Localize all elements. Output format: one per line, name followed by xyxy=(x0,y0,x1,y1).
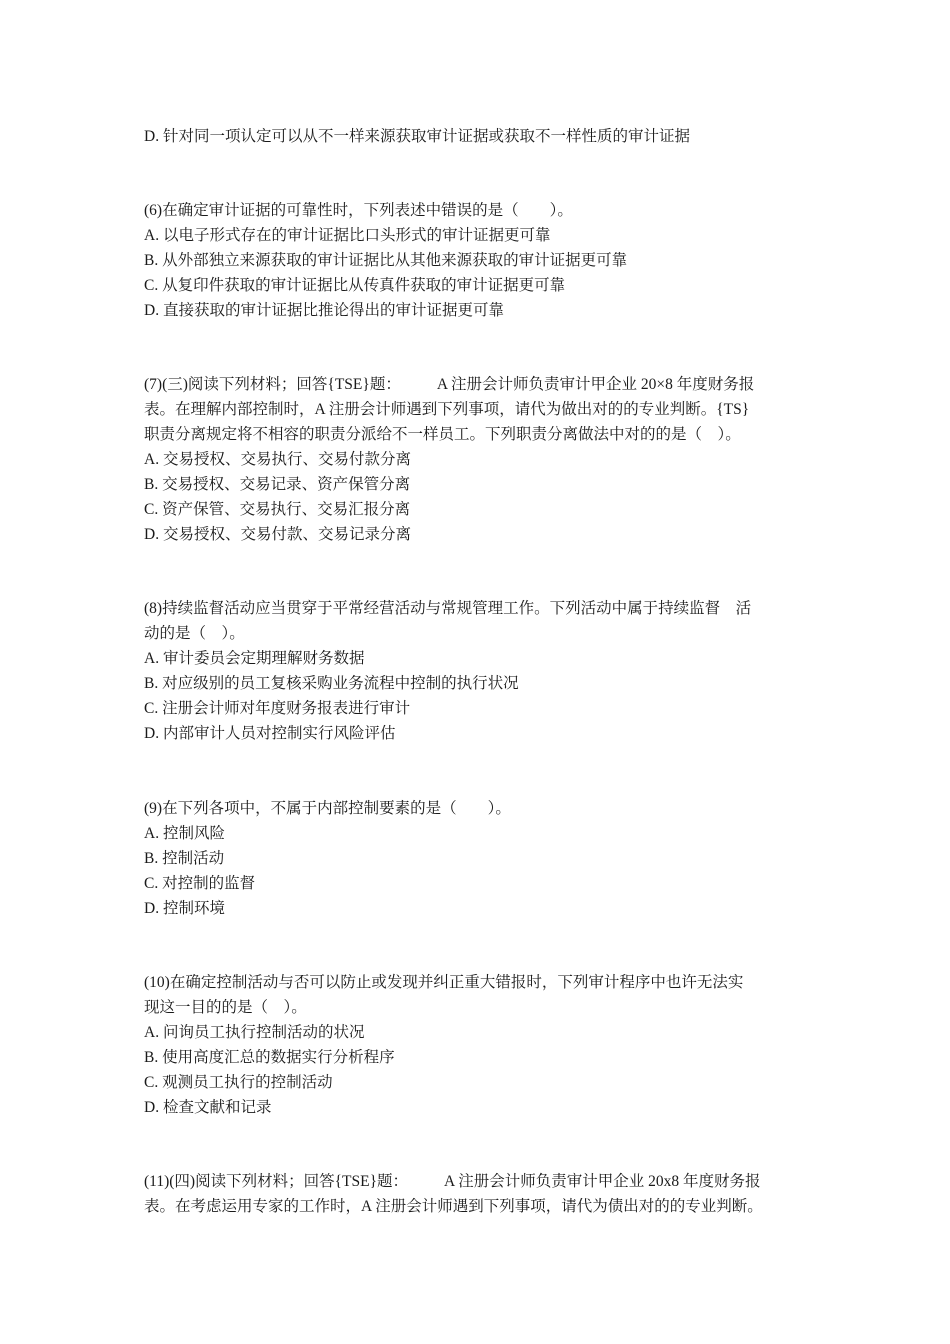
question-7 xyxy=(144,372,824,547)
option-a: A. 审计委员会定期理解财务数据 xyxy=(144,650,365,667)
question-stem: (6)在确定审计证据的可靠性时，下列表述中错误的是（ ）。 xyxy=(144,202,573,219)
question-stem: (9)在下列各项中，不属于内部控制要素的是（ ）。 xyxy=(144,800,511,817)
option-c: C. 对控制的监督 xyxy=(144,875,256,892)
option-a: A. 控制风险 xyxy=(144,825,225,842)
option-b: B. 控制活动 xyxy=(144,850,225,867)
option-c: C. 观测员工执行的控制活动 xyxy=(144,1074,333,1091)
option-a: A. 问询员工执行控制活动的状况 xyxy=(144,1024,365,1041)
option-c: C. 从复印件获取的审计证据比从传真件获取的审计证据更可靠 xyxy=(144,277,566,294)
question-stem-part-2: A 注册会计师负责审计甲企业 20×8 年度财务报 xyxy=(436,376,755,393)
question-stem-line-1: (8)持续监督活动应当贯穿于平常经营活动与常规管理工作。下列活动中属于持续监督 活 xyxy=(144,600,752,617)
question-stem-line-3: 职责分离规定将不相容的职责分派给不一样员工。下列职责分离做法中对的的是（ ）。 xyxy=(144,426,741,443)
option-d: D. 直接获取的审计证据比推论得出的审计证据更可靠 xyxy=(144,302,504,319)
option-d: D. 控制环境 xyxy=(144,900,225,917)
option-b: B. 从外部独立来源获取的审计证据比从其他来源获取的审计证据更可靠 xyxy=(144,252,628,269)
question-6 xyxy=(144,198,824,323)
question-stem-part-1: (11)(四)阅读下列材料；回答{TSE}题： xyxy=(144,1173,409,1190)
option-d: D. 内部审计人员对控制实行风险评估 xyxy=(144,725,396,742)
question-8 xyxy=(144,596,824,746)
option-d: D. 针对同一项认定可以从不一样来源获取审计证据或获取不一样性质的审计证据 xyxy=(144,128,690,145)
question-10 xyxy=(144,970,824,1120)
option-b: B. 交易授权、交易记录、资产保管分离 xyxy=(144,476,411,493)
option-c: C. 注册会计师对年度财务报表进行审计 xyxy=(144,700,411,717)
question-stem-line-2: 表。在考虑运用专家的工作时，A 注册会计师遇到下列事项，请代为债出对的的专业判断。 xyxy=(144,1198,763,1215)
option-a: A. 以电子形式存在的审计证据比口头形式的审计证据更可靠 xyxy=(144,227,551,244)
question-5-tail xyxy=(144,124,824,149)
option-d: D. 交易授权、交易付款、交易记录分离 xyxy=(144,526,411,543)
option-b: B. 对应级别的员工复核采购业务流程中控制的执行状况 xyxy=(144,675,519,692)
question-stem-line-2: 现这一目的的是（ ）。 xyxy=(144,999,307,1016)
question-stem-line-2: 表。在理解内部控制时，A 注册会计师遇到下列事项，请代为做出对的的专业判断。{TS} xyxy=(144,401,750,418)
question-stem-line-1: (10)在确定控制活动与否可以防止或发现并纠正重大错报时，下列审计程序中也许无法实 xyxy=(144,974,744,991)
option-b: B. 使用高度汇总的数据实行分析程序 xyxy=(144,1049,395,1066)
question-9 xyxy=(144,796,824,921)
question-11 xyxy=(144,1169,824,1219)
option-a: A. 交易授权、交易执行、交易付款分离 xyxy=(144,451,411,468)
question-stem-line-1 xyxy=(144,1169,824,1194)
question-stem-line-2: 动的是（ ）。 xyxy=(144,625,245,642)
question-stem-line-1 xyxy=(144,372,824,397)
option-d: D. 检查文献和记录 xyxy=(144,1099,272,1116)
option-c: C. 资产保管、交易执行、交易汇报分离 xyxy=(144,501,411,518)
question-stem-part-2: A 注册会计师负责审计甲企业 20x8 年度财务报 xyxy=(444,1173,761,1190)
question-stem-part-1: (7)(三)阅读下列材料；回答{TSE}题： xyxy=(144,376,401,393)
